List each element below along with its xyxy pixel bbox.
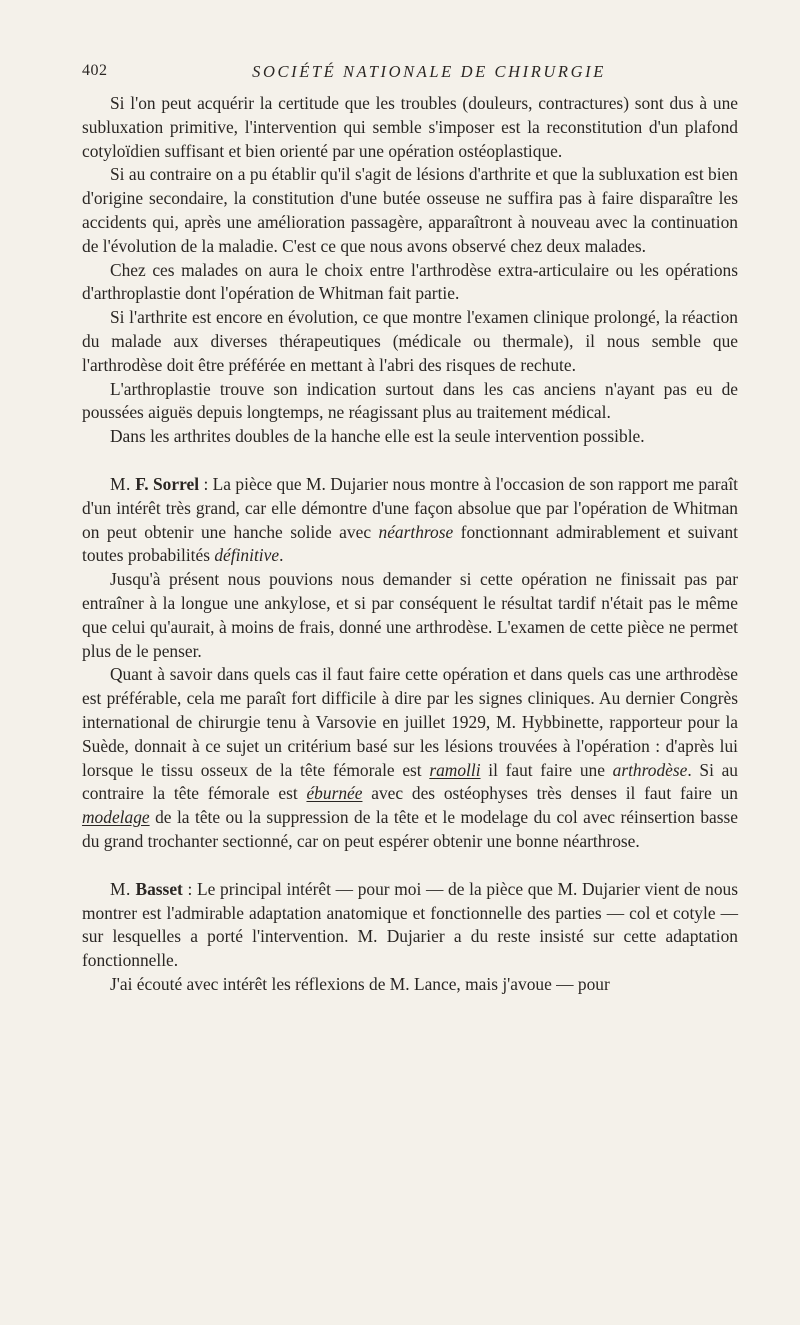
speaker-name: Basset — [135, 878, 183, 899]
emphasized-term: néarthrose — [378, 521, 454, 542]
speaker-paragraph — [82, 473, 738, 568]
body-paragraph: Si l'arthrite est encore en évolution, ce que montre l'examen clinique prolongé, la réaction du malade aux diverses thérapeutiques (médicale ou thermale), il nous semble que l'arthrodèse doit être préférée en mettant à l'abri des risques de rechute. — [82, 307, 738, 375]
text-segment: fonctionnant admirablement et suivant toutes probabilités — [82, 521, 739, 566]
text-segment: de la tête ou la suppression de la tête et le modelage du col avec réinsertion basse du grand trochanter sectionné, car on peut espérer obtenir une bonne néarthrose. — [82, 807, 738, 851]
text-segment: il faut faire une — [480, 759, 613, 780]
report-conclusion-section — [82, 92, 738, 449]
sorrel-discussion-section — [82, 473, 738, 854]
body-paragraph: Chez ces malades on aura le choix entre l'arthrodèse extra-articulaire ou les opérations d'arthroplastie dont l'opération de Whitman fait partie. — [82, 259, 738, 304]
body-paragraph: Si l'on peut acquérir la certitude que les troubles (douleurs, contractures) sont dus à une subluxation primitive, l'intervention qui semble s'imposer est la reconstitution d'un plafond cotyloïdien suffisant et bien orienté par une opération ostéoplastique. — [82, 93, 738, 161]
text-segment: . — [279, 545, 284, 566]
body-paragraph: L'arthroplastie trouve son indication surtout dans les cas anciens n'ayant pas eu de poussées aiguës depuis longtemps, ne réagissant plus au traitement médical. — [82, 378, 738, 423]
text-segment: : La pièce que M. Dujarier nous montre à l'occasion de son rapport me paraît d'un intérêt très grand, car elle démontre d'une façon absolue que par l'opération de Whitman on peut obtenir une hanche solide avec — [82, 473, 738, 542]
page-header — [82, 56, 738, 88]
page-number: 402 — [82, 62, 108, 79]
running-title: SOCIÉTÉ NATIONALE DE CHIRURGIE — [252, 62, 606, 81]
emphasized-term: modelage — [82, 807, 150, 828]
basset-discussion-section — [82, 878, 738, 997]
body-paragraph: J'ai écouté avec intérêt les réflexions de M. Lance, mais j'avoue — pour — [110, 973, 610, 994]
emphasized-term: arthrodèse — [612, 759, 688, 780]
speaker-paragraph — [82, 878, 738, 973]
body-paragraph: Jusqu'à présent nous pouvions nous demander si cette opération ne finissait pas par entraîner à la longue une ankylose, et si par conséquent le résultat tardif n'était pas le même que celui qu'aurait, à moins de frais, donné une arthrodèse. L'examen de cette pièce ne permet plus de le penser. — [82, 569, 738, 661]
speaker-name: Sorrel — [153, 473, 200, 494]
body-paragraph: Dans les arthrites doubles de la hanche elle est la seule intervention possible. — [110, 426, 645, 447]
emphasized-term: éburnée — [306, 783, 363, 804]
speaker-title: M. — [110, 473, 131, 494]
body-paragraph — [82, 663, 738, 853]
speaker-initial: F. — [135, 473, 149, 494]
text-segment: Quant à savoir dans quels cas il faut faire cette opération et dans quels cas une arthrodèse est préférable, cela me paraît fort difficile à dire par les signes cliniques. Au dernier Congrès international de chirurgie tenu à Varsovie en juillet 1929, M. Hybbinette, rapporteur pour la Suède, donnait à ce sujet un critérium basé sur les lésions trouvées à l'opération : d'après lui lorsque le tissu osseux de la tête fémorale est — [82, 664, 738, 780]
text-segment: . Si au contraire la tête fémorale est — [82, 759, 738, 804]
speaker-title: M. — [110, 878, 131, 899]
body-paragraph: Si au contraire on a pu établir qu'il s'agit de lésions d'arthrite et que la subluxation est bien d'origine secondaire, la constitution d'une butée osseuse ne suffira pas à faire disparaître les accidents qui, après une amélioration passagère, apparaîtront à nouveau avec la continuation de l'évolution de la maladie. C'est ce que nous avons observé chez deux malades. — [82, 164, 738, 256]
emphasized-term: ramolli — [429, 759, 481, 780]
text-segment: avec des ostéophyses très denses il faut faire un — [362, 783, 738, 804]
text-segment: : Le principal intérêt — pour moi — de la pièce que M. Dujarier vient de nous montrer est l'admirable adaptation anatomique et fonctionnelle des parties — col et cotyle — sur lesquelles a porté l'intervention. M. Dujarier a du reste insisté sur cette adaptation fonctionnelle. — [82, 878, 738, 971]
emphasized-term: définitive — [214, 545, 280, 566]
